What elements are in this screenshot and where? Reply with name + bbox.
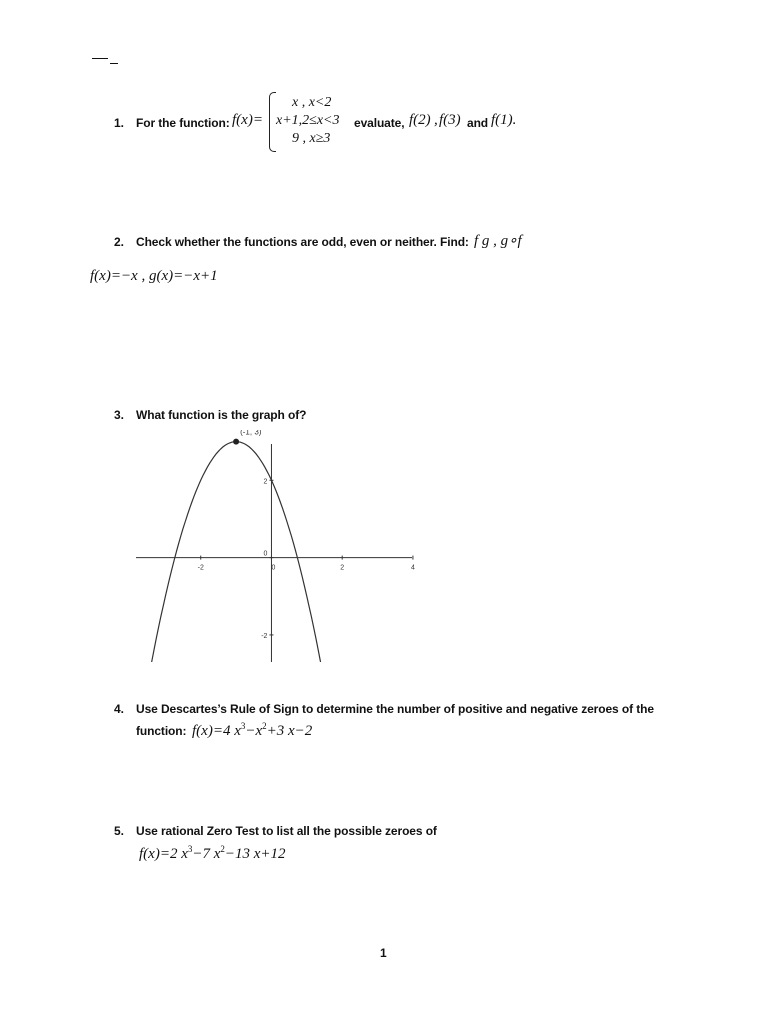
- q4-polynomial: [192, 721, 312, 740]
- q2-functions: f(x)=−x , g(x)=−x+1: [90, 268, 218, 284]
- q5-number: 5.: [114, 824, 125, 838]
- q4-exponent-b: 2: [262, 721, 267, 731]
- q1-f1: f(1).: [491, 112, 517, 128]
- q4-expr-part-c: +3 x−2: [266, 723, 313, 739]
- graph-ticks: [198, 478, 415, 640]
- q1-f3: f(3): [439, 112, 461, 128]
- q5-text: Use rational Zero Test to list all the possible zeroes of: [136, 824, 437, 838]
- q1-case-2: x+1,2≤x<3: [276, 113, 340, 128]
- header-underline-mark: [92, 58, 108, 59]
- q1-number: 1.: [114, 116, 125, 130]
- y-tick-label: 0: [263, 550, 268, 558]
- q2-text: Check whether the functions are odd, even or neither. Find:: [136, 235, 469, 249]
- header-underline-mark-short: [110, 63, 118, 64]
- page-number: 1: [380, 946, 387, 960]
- q1-case-1: x , x<2: [292, 95, 332, 110]
- q1-case-3: 9 , x≥3: [292, 131, 331, 146]
- q2-find-expression: f g , g∘f: [474, 233, 522, 249]
- q1-f2: f(2): [409, 112, 431, 128]
- q5-exponent-a: 3: [187, 844, 193, 854]
- graph-axes: [136, 444, 412, 662]
- q4-expr-part-a: f(x)=4 x: [192, 723, 241, 739]
- y-tick-label: 2: [263, 478, 268, 486]
- vertex-point: [233, 439, 239, 445]
- q3-text: What function is the graph of?: [136, 408, 307, 422]
- x-tick-label: 4: [410, 564, 415, 572]
- q1-and: and: [467, 116, 489, 130]
- q2-number: 2.: [114, 235, 125, 249]
- q4-number: 4.: [114, 702, 125, 716]
- q1-prefix: For the function:: [136, 116, 230, 130]
- q5-exponent-b: 2: [220, 844, 225, 854]
- q3-number: 3.: [114, 408, 125, 422]
- q4-expr-part-b: −x: [245, 723, 263, 739]
- x-tick-label: 2: [340, 564, 345, 572]
- x-tick-label: 0: [271, 564, 276, 572]
- q5-expr-part-a: f(x)=2 x: [139, 846, 188, 862]
- vertex-label: (-1, 3): [240, 430, 262, 437]
- x-tick-label: -2: [197, 564, 204, 572]
- y-tick-label: -2: [261, 632, 268, 640]
- q5-polynomial: [139, 844, 286, 863]
- q1-function-name: f(x)=: [232, 112, 263, 128]
- q4-text-line2: function:: [136, 724, 187, 738]
- q1-evaluate: evaluate,: [354, 116, 405, 130]
- q1-piecewise-brace: [269, 92, 276, 152]
- q1-comma: ,: [434, 112, 438, 128]
- q5-expr-part-b: −7 x: [192, 846, 221, 862]
- q5-expr-part-c: −13 x+12: [224, 846, 286, 862]
- parabola-graph: [130, 430, 420, 662]
- q4-exponent-a: 3: [240, 721, 246, 731]
- parabola-curve: [148, 442, 325, 662]
- q4-text-line1: Use Descartes’s Rule of Sign to determine the number of positive and negative zeroes of the: [136, 702, 654, 716]
